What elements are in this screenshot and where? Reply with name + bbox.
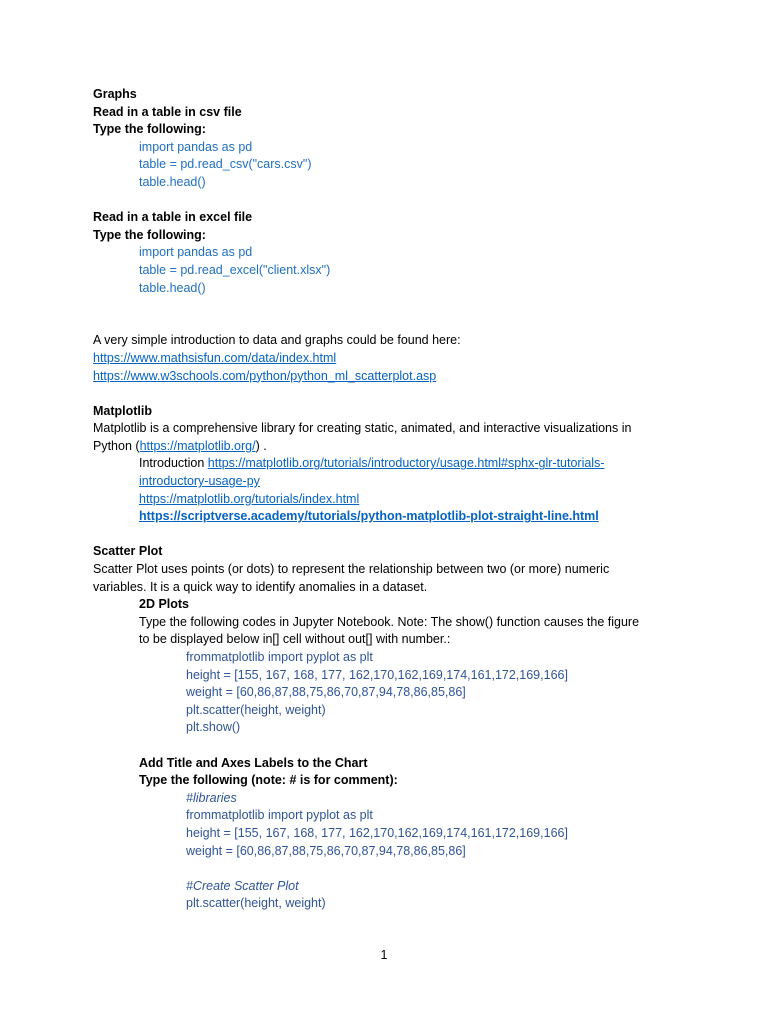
title-code-line: plt.scatter(height, weight): [186, 896, 326, 911]
comment-libraries: #libraries: [186, 790, 237, 805]
csv-code-line: import pandas as pd: [139, 139, 253, 154]
excel-type-following: Type the following:: [93, 227, 206, 242]
matplotlib-desc-suffix: ) .: [255, 438, 267, 453]
title-code-line: frommatplotlib import pyplot as plt: [186, 808, 373, 823]
plots-2d-desc-line2: to be displayed below in[] cell without out[] with number.:: [139, 632, 451, 647]
document-body: [93, 86, 673, 913]
excel-code-line: table.head(): [139, 280, 206, 295]
page-number: 1: [380, 948, 388, 962]
title-code-line: height = [155, 167, 168, 177, 162,170,162,169,174,161,172,169,166]: [186, 825, 568, 840]
scatter-desc-line1: Scatter Plot uses points (or dots) to represent the relationship between two (or more) numeric: [93, 562, 610, 577]
usage-tutorial-link[interactable]: https://matplotlib.org/tutorials/introductory/usage.html#sphx-glr-tutorials-: [207, 456, 605, 471]
comment-create-scatter: #Create Scatter Plot: [186, 878, 299, 893]
matplotlib-org-link[interactable]: https://matplotlib.org/: [139, 438, 256, 453]
csv-code-line: table.head(): [139, 174, 206, 189]
tutorials-index-link[interactable]: https://matplotlib.org/tutorials/index.html: [139, 491, 360, 506]
title-axes-type-following: Type the following (note: # is for comment):: [139, 773, 398, 788]
scriptverse-link[interactable]: https://scriptverse.academy/tutorials/python-matplotlib-plot-straight-line.html: [139, 509, 599, 524]
excel-code-line: table = pd.read_excel("client.xlsx"): [139, 262, 331, 277]
matplotlib-desc-prefix: Python (: [93, 438, 140, 453]
title-code-line: weight = [60,86,87,88,75,86,70,87,94,78,86,85,86]: [186, 843, 466, 858]
intro-text: A very simple introduction to data and graphs could be found here:: [93, 333, 461, 348]
plots-2d-heading: 2D Plots: [139, 597, 190, 612]
scatter-code-line: plt.show(): [186, 720, 241, 735]
mathsisfun-link[interactable]: https://www.mathsisfun.com/data/index.html: [93, 350, 337, 365]
plots-2d-desc-line1: Type the following codes in Jupyter Notebook. Note: The show() function causes the figure: [139, 614, 640, 629]
scatter-code-line: plt.scatter(height, weight): [186, 702, 326, 717]
csv-heading: Read in a table in csv file: [93, 104, 242, 119]
scatter-code-line: weight = [60,86,87,88,75,86,70,87,94,78,86,85,86]: [186, 685, 466, 700]
excel-heading: Read in a table in excel file: [93, 210, 253, 225]
scatter-heading: Scatter Plot: [93, 544, 163, 559]
matplotlib-desc-line2: [93, 438, 673, 456]
scatter-code-line: height = [155, 167, 168, 177, 162,170,162,169,174,161,172,169,166]: [186, 667, 568, 682]
graphs-heading: Graphs: [93, 87, 137, 101]
intro-label: Introduction: [139, 456, 208, 471]
title-axes-heading: Add Title and Axes Labels to the Chart: [139, 755, 368, 770]
csv-code-line: table = pd.read_csv("cars.csv"): [139, 157, 312, 172]
matplotlib-heading: Matplotlib: [93, 403, 153, 418]
excel-code-line: import pandas as pd: [139, 245, 253, 260]
csv-type-following: Type the following:: [93, 122, 206, 137]
matplotlib-intro-line: [93, 455, 673, 473]
matplotlib-desc-line1: Matplotlib is a comprehensive library for creating static, animated, and interactive visualizations in: [93, 421, 632, 436]
scatter-desc-line2: variables. It is a quick way to identify anomalies in a dataset.: [93, 579, 428, 594]
usage-tutorial-link-cont[interactable]: introductory-usage-py: [139, 474, 260, 489]
w3schools-link[interactable]: https://www.w3schools.com/python/python_ml_scatterplot.asp: [93, 368, 437, 383]
scatter-code-line: frommatplotlib import pyplot as plt: [186, 650, 373, 664]
